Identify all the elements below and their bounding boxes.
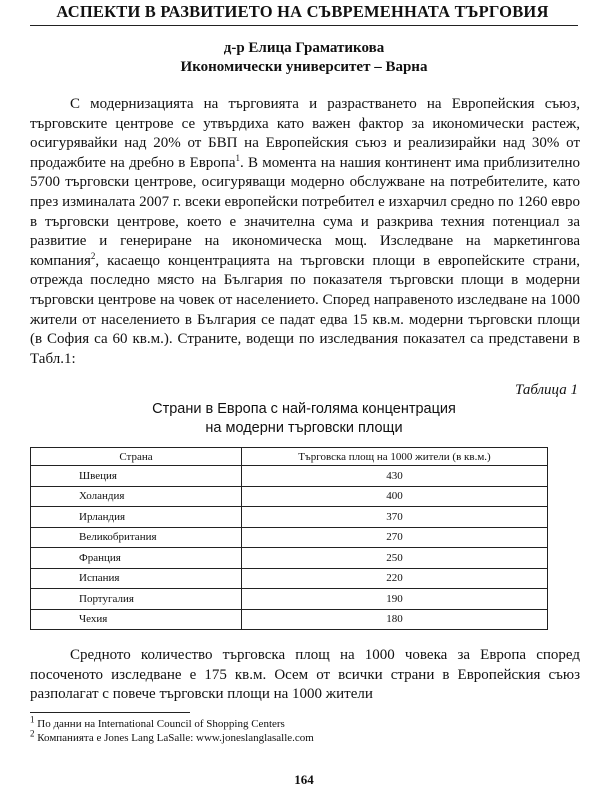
paragraph1-part2: . В момента на нашия континент има приблизително 5700 търговски центрове, осигуряващи модерно обслужване на потребителите, като през изминалата 2007 г. всеки европейски потребител е изхарчил средно по 1260 евро в търговски центрове, което е значителна сума и разкрива техния потенциал за развитие и генериране на икономическа мощ. Изследване на маркетингова компания bbox=[30, 154, 580, 269]
table-title-line-2: на модерни търговски площи bbox=[205, 420, 403, 436]
table-row bbox=[31, 548, 548, 569]
country-cell: Франция bbox=[31, 548, 242, 569]
header-rule bbox=[30, 25, 578, 26]
value-cell: 400 bbox=[242, 486, 548, 507]
footnote-2-text: Компанията е Jones Lang LaSalle: www.joneslanglasalle.com bbox=[34, 732, 314, 744]
footnote-ref-1: 1 bbox=[235, 152, 240, 163]
country-cell: Португалия bbox=[31, 589, 242, 610]
footnotes bbox=[30, 714, 578, 745]
body-paragraph-2 bbox=[30, 646, 580, 705]
table-row bbox=[31, 568, 548, 589]
country-cell: Испания bbox=[31, 568, 242, 589]
author-name: д-р Елица Граматикова bbox=[223, 40, 385, 56]
table-header-row bbox=[31, 448, 548, 466]
column-header-country: Страна bbox=[31, 448, 242, 466]
country-cell: Чехия bbox=[31, 609, 242, 630]
value-cell: 270 bbox=[242, 527, 548, 548]
table-row bbox=[31, 527, 548, 548]
value-cell: 370 bbox=[242, 507, 548, 528]
retail-space-table bbox=[30, 447, 548, 630]
value-cell: 430 bbox=[242, 466, 548, 487]
table-row bbox=[31, 507, 548, 528]
value-cell: 220 bbox=[242, 568, 548, 589]
column-header-area: Търговска площ на 1000 жители (в кв.м.) bbox=[242, 448, 548, 466]
table-row bbox=[31, 486, 548, 507]
country-cell: Великобритания bbox=[31, 527, 242, 548]
body-paragraph-1 bbox=[30, 95, 580, 369]
footnote-1-number: 1 bbox=[30, 714, 35, 725]
running-header: АСПЕКТИ В РАЗВИТИЕТО НА СЪВРЕМЕННАТА ТЪРГОВИЯ bbox=[56, 2, 549, 21]
country-cell: Холандия bbox=[31, 486, 242, 507]
footnote-2-number: 2 bbox=[30, 728, 35, 739]
footnote-1-text: По данни на International Council of Shopping Centers bbox=[34, 718, 285, 730]
country-cell: Швеция bbox=[31, 466, 242, 487]
value-cell: 190 bbox=[242, 589, 548, 610]
paragraph1-part1: С модернизацията на търговията и разрастването на Европейския съюз, търговските центрове се утвърдиха като важен фактор за икономически растеж, осигурявайки над 20% от БВП на Европейския съюз и реализирайки над 30% от продажбите на дребно в Европа bbox=[30, 96, 580, 171]
table-title bbox=[30, 400, 578, 438]
footnote-2 bbox=[30, 728, 578, 745]
paragraph2-text: Средното количество търговска площ на 1000 човека за Европа според посоченото изследване е 175 кв.м. Осем от всички страни в Европейския съюз разполагат с повече търговски площи на 1000 жители bbox=[30, 647, 580, 703]
table-label: Таблица 1 bbox=[515, 382, 578, 398]
country-cell: Ирландия bbox=[31, 507, 242, 528]
value-cell: 250 bbox=[242, 548, 548, 569]
table-title-line-1: Страни в Европа с най-голяма концентрация bbox=[152, 401, 456, 417]
page-number: 164 bbox=[294, 772, 314, 787]
table-row bbox=[31, 466, 548, 487]
table-row bbox=[31, 609, 548, 630]
value-cell: 180 bbox=[242, 609, 548, 630]
footnote-rule bbox=[30, 712, 190, 713]
table-row bbox=[31, 589, 548, 610]
footnote-1 bbox=[30, 714, 578, 731]
footnote-ref-2: 2 bbox=[90, 250, 96, 261]
paragraph1-part3: , касаещо концентрацията на търговски площи в европейските страни, отрежда последно място на България по показателя търговски площи в модерни търговски центрове на човек от населението. Според направеното изследване на 1000 жители от населението в България се падат едва 15 кв.м. модерни търговски площи (в София са 60 кв.м.). Страните, водещи по изследвания показател са представени в Табл.1: bbox=[30, 252, 580, 367]
author-affiliation: Икономически университет – Варна bbox=[180, 59, 428, 75]
